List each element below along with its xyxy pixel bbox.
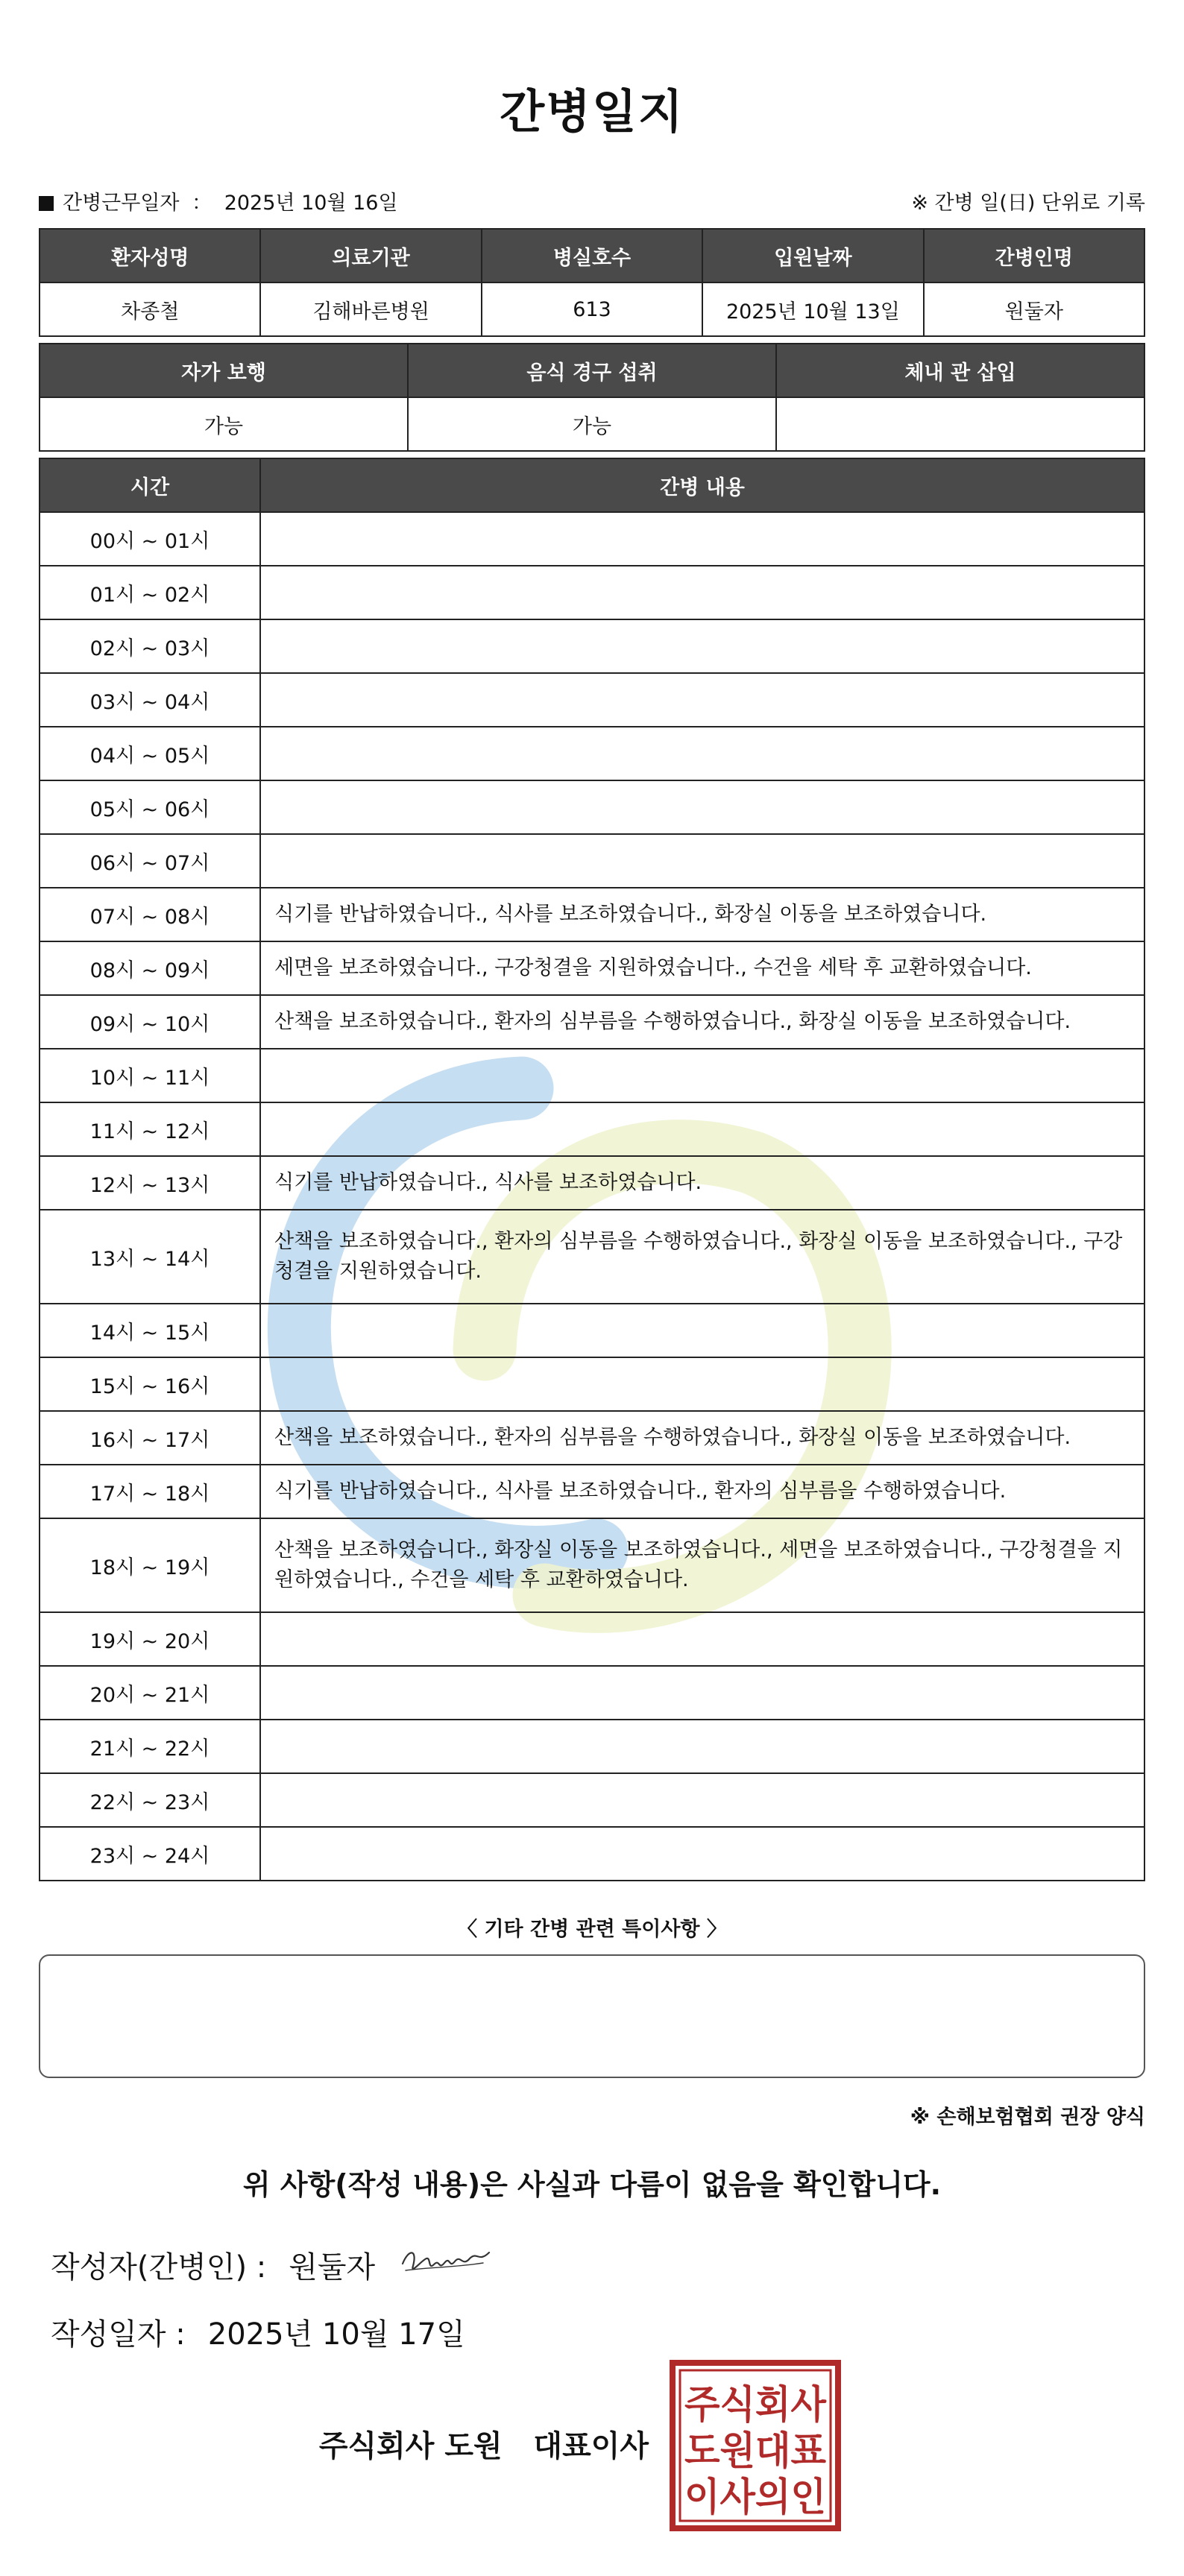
care-log-rows: [40, 512, 1144, 1881]
time-slot: 15시 ~ 16시: [40, 1357, 260, 1411]
header-care-content: 간병 내용: [260, 458, 1144, 512]
svg-text:도원대표: 도원대표: [684, 2429, 826, 2474]
time-slot: 18시 ~ 19시: [40, 1518, 260, 1612]
work-date-label: 간병근무일자: [63, 192, 180, 215]
time-slot: 06시 ~ 07시: [40, 834, 260, 888]
care-content: [260, 1357, 1144, 1411]
write-date-label: 작성일자 :: [51, 2317, 186, 2352]
writer-line: [51, 2244, 375, 2286]
writer-label: 작성자(간병인) :: [51, 2250, 267, 2285]
table-row: [40, 1210, 1144, 1304]
table-row: [40, 1411, 1144, 1465]
care-log-table: [39, 458, 1145, 1881]
time-slot: 16시 ~ 17시: [40, 1411, 260, 1465]
care-content: [260, 1666, 1144, 1720]
time-slot: 10시 ~ 11시: [40, 1049, 260, 1102]
room-number: 613: [482, 282, 702, 336]
time-slot: 07시 ~ 08시: [40, 888, 260, 941]
table-row: [40, 1666, 1144, 1720]
table-row: [40, 1357, 1144, 1411]
company-seal-stamp: [670, 2360, 841, 2531]
table-row: [40, 995, 1144, 1049]
time-slot: 23시 ~ 24시: [40, 1827, 260, 1881]
header-time: 시간: [40, 458, 260, 512]
table-row: [40, 727, 1144, 780]
self-walking-value: 가능: [40, 397, 408, 451]
time-slot: 22시 ~ 23시: [40, 1773, 260, 1827]
patient-name: 차종철: [40, 282, 260, 336]
table-row: [40, 1304, 1144, 1357]
company-representative: 주식회사 도원 대표이사: [318, 2429, 649, 2463]
write-date-value: 2025년 10월 17일: [207, 2317, 465, 2352]
special-notes-box: [39, 1954, 1145, 2078]
table-row: [40, 1827, 1144, 1881]
special-notes-title: 〈 기타 간병 관련 특이사항 〉: [457, 1918, 727, 1941]
care-content: [260, 1304, 1144, 1357]
tube-insertion-value: [776, 397, 1144, 451]
admission-date: 2025년 10월 13일: [702, 282, 923, 336]
care-content: 식기를 반납하였습니다., 식사를 보조하였습니다.: [260, 1156, 1144, 1210]
svg-text:이사의인: 이사의인: [684, 2475, 826, 2520]
header-tube-insertion: 체내 관 삽입: [776, 344, 1144, 397]
care-content: [260, 673, 1144, 727]
header-self-walking: 자가 보행: [40, 344, 408, 397]
table-row: [40, 512, 1144, 566]
unit-note: ※ 간병 일(日) 단위로 기록: [911, 192, 1145, 215]
care-content: [260, 512, 1144, 566]
care-content: [260, 727, 1144, 780]
header-patient-name: 환자성명: [40, 229, 260, 282]
time-slot: 14시 ~ 15시: [40, 1304, 260, 1357]
table-row: [40, 1102, 1144, 1156]
care-content: 산책을 보조하였습니다., 화장실 이동을 보조하였습니다., 세면을 보조하였습니다., 구강청결을 지원하였습니다., 수건을 세탁 후 교환하였습니다.: [260, 1518, 1144, 1612]
square-bullet-icon: [39, 196, 54, 211]
care-content: 식기를 반납하였습니다., 식사를 보조하였습니다., 화장실 이동을 보조하였습니다.: [260, 888, 1144, 941]
time-slot: 08시 ~ 09시: [40, 941, 260, 995]
svg-text:주식회사: 주식회사: [684, 2383, 827, 2428]
caregiver-name: 원둘자: [924, 282, 1144, 336]
table-row: [40, 1720, 1144, 1773]
table-row: [40, 1049, 1144, 1102]
work-date-separator: ：: [192, 192, 212, 215]
writer-name: 원둘자: [289, 2250, 376, 2285]
care-content: [260, 1102, 1144, 1156]
table-row: [40, 888, 1144, 941]
handwritten-signature: [395, 2238, 500, 2282]
work-date-value: 2025년 10월 16일: [224, 192, 398, 215]
time-slot: 01시 ~ 02시: [40, 566, 260, 619]
care-content: [260, 566, 1144, 619]
time-slot: 13시 ~ 14시: [40, 1210, 260, 1304]
write-date-line: [51, 2311, 465, 2353]
care-content: [260, 1049, 1144, 1102]
time-slot: 02시 ~ 03시: [40, 619, 260, 673]
time-slot: 19시 ~ 20시: [40, 1612, 260, 1666]
header-oral-intake: 음식 경구 섭취: [408, 344, 776, 397]
care-content: [260, 1720, 1144, 1773]
time-slot: 11시 ~ 12시: [40, 1102, 260, 1156]
header-room-number: 병실호수: [482, 229, 702, 282]
care-content: [260, 619, 1144, 673]
patient-info-table: [39, 228, 1145, 337]
table-row: [40, 1465, 1144, 1518]
header-hospital: 의료기관: [260, 229, 481, 282]
form-source-note: ※ 손해보험협회 권장 양식: [910, 2106, 1145, 2129]
confirmation-statement: 위 사항(작성 내용)은 사실과 다름이 없음을 확인합니다.: [242, 2168, 942, 2201]
care-content: [260, 1827, 1144, 1881]
care-content: 산책을 보조하였습니다., 환자의 심부름을 수행하였습니다., 화장실 이동을 보조하였습니다., 구강청결을 지원하였습니다.: [260, 1210, 1144, 1304]
time-slot: 17시 ~ 18시: [40, 1465, 260, 1518]
patient-status-table: [39, 343, 1145, 452]
time-slot: 03시 ~ 04시: [40, 673, 260, 727]
time-slot: 12시 ~ 13시: [40, 1156, 260, 1210]
care-content: [260, 780, 1144, 834]
time-slot: 09시 ~ 10시: [40, 995, 260, 1049]
document-title: 간병일지: [500, 84, 684, 139]
table-row: [40, 1156, 1144, 1210]
header-admission-date: 입원날짜: [702, 229, 923, 282]
work-date: [39, 186, 398, 215]
table-row: [40, 619, 1144, 673]
time-slot: 04시 ~ 05시: [40, 727, 260, 780]
care-content: 산책을 보조하였습니다., 환자의 심부름을 수행하였습니다., 화장실 이동을 보조하였습니다.: [260, 995, 1144, 1049]
time-slot: 05시 ~ 06시: [40, 780, 260, 834]
care-content: 세면을 보조하였습니다., 구강청결을 지원하였습니다., 수건을 세탁 후 교환하였습니다.: [260, 941, 1144, 995]
care-content: [260, 1773, 1144, 1827]
header-caregiver-name: 간병인명: [924, 229, 1144, 282]
table-row: [40, 1773, 1144, 1827]
table-row: [40, 566, 1144, 619]
time-slot: 20시 ~ 21시: [40, 1666, 260, 1720]
table-row: [40, 780, 1144, 834]
hospital-name: 김해바른병원: [260, 282, 481, 336]
time-slot: 21시 ~ 22시: [40, 1720, 260, 1773]
care-content: 식기를 반납하였습니다., 식사를 보조하였습니다., 환자의 심부름을 수행하였습니다.: [260, 1465, 1144, 1518]
care-content: [260, 834, 1144, 888]
table-row: [40, 1612, 1144, 1666]
table-row: [40, 673, 1144, 727]
table-row: [40, 941, 1144, 995]
care-content: [260, 1612, 1144, 1666]
care-content: 산책을 보조하였습니다., 환자의 심부름을 수행하였습니다., 화장실 이동을 보조하였습니다.: [260, 1411, 1144, 1465]
table-row: [40, 1518, 1144, 1612]
oral-intake-value: 가능: [408, 397, 776, 451]
table-row: [40, 834, 1144, 888]
time-slot: 00시 ~ 01시: [40, 512, 260, 566]
